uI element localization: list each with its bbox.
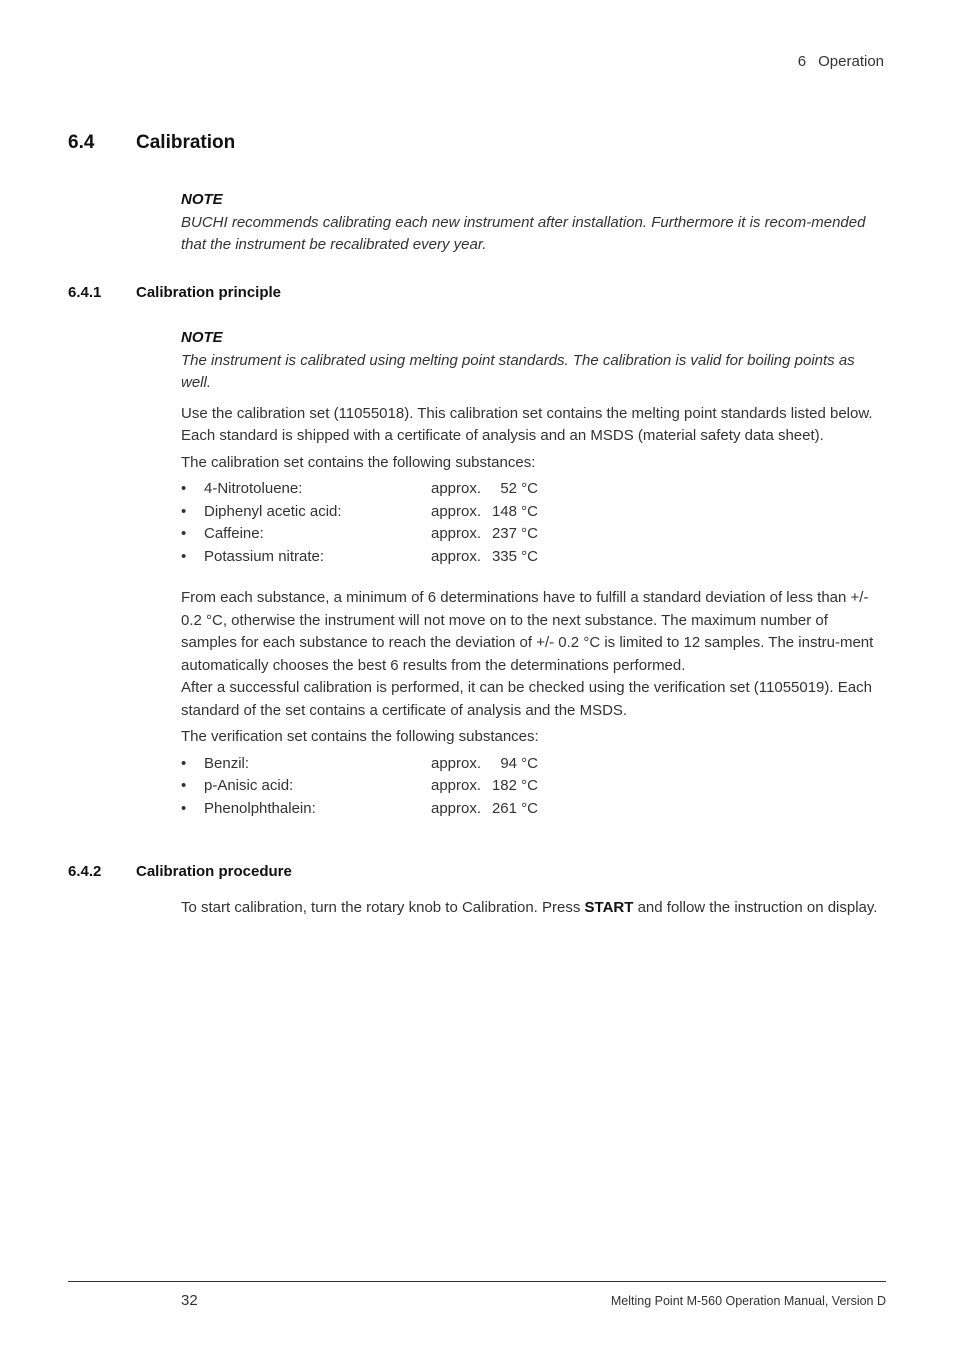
subsection-heading-principle: [68, 284, 281, 301]
subsection-number: 6.4.1: [68, 284, 102, 301]
footer-divider: [68, 1281, 886, 1282]
note-label: NOTE: [181, 191, 223, 208]
chapter-title: Operation: [818, 53, 884, 70]
paragraph-determinations: From each substance, a minimum of 6 determinations have to fulfill a standard deviation of less than +/- 0.2 °C, otherwise the instrument will not move on to the next substance. The maximum number of samples for each substance to reach the deviation of +/- 0.2 °C is limited to 12 samples. The instru-ment automatically chooses the best 6 results from the determinations performed.: [181, 589, 874, 674]
paragraph-procedure: To start calibration, turn the rotary knob to Calibration. Press START and follow the instruction on display.: [181, 899, 878, 916]
chapter-number: 6: [797, 53, 807, 70]
section-title: Calibration: [136, 132, 236, 153]
subsection-title: Calibration principle: [136, 284, 282, 301]
subsection-number: 6.4.2: [68, 863, 102, 880]
list-item: • Caffeine: approx. 237 °C: [181, 525, 538, 542]
list-item: • Phenolphthalein: approx. 261 °C: [181, 799, 538, 817]
list-item: • Diphenyl acetic acid: approx. 148 °C: [181, 502, 538, 520]
running-header: [798, 53, 884, 70]
note-calibration-recommendation: [181, 189, 886, 257]
list-item: • Potassium nitrate: approx. 335 °C: [181, 547, 538, 565]
paragraph-verification-intro: The verification set contains the following substances:: [181, 728, 539, 745]
paragraph-calibration-intro: The calibration set contains the following substances:: [181, 453, 536, 471]
note-label: NOTE: [181, 329, 223, 346]
paragraph-verification-set: After a successful calibration is performed, it can be checked using the verification set (11055019). Each standard of the set contains a certificate of analysis and the MSDS.: [181, 679, 872, 719]
calibration-substance-list: [181, 478, 886, 568]
section-heading: [68, 132, 235, 154]
procedure-content: [181, 897, 886, 920]
list-item: • p-Anisic acid: approx. 182 °C: [181, 777, 538, 794]
principle-content: [181, 327, 886, 820]
verification-substance-list: [181, 753, 886, 821]
subsection-heading-procedure: [68, 863, 292, 880]
section-number: 6.4: [68, 132, 95, 153]
note-text: BUCHI recommends calibrating each new instrument after installation. Furthermore it is recom-mended that the instrument be recalibrated every year.: [181, 213, 866, 253]
list-item: • 4-Nitrotoluene: approx. 52 °C: [181, 480, 538, 497]
subsection-title: Calibration procedure: [136, 863, 292, 880]
start-keyword: START: [584, 899, 634, 916]
note-text: The instrument is calibrated using melting point standards. The calibration is valid for boiling points as well.: [181, 351, 855, 391]
paragraph-calibration-set: Use the calibration set (11055018). This calibration set contains the melting point standards listed below. Each standard is shipped with a certificate of analysis and an MSDS (material safety data sheet).: [181, 404, 873, 444]
manual-title: Melting Point M-560 Operation Manual, Version D: [610, 1294, 886, 1308]
page-number: 32: [181, 1292, 198, 1309]
list-item: • Benzil: approx. 94 °C: [181, 754, 538, 772]
